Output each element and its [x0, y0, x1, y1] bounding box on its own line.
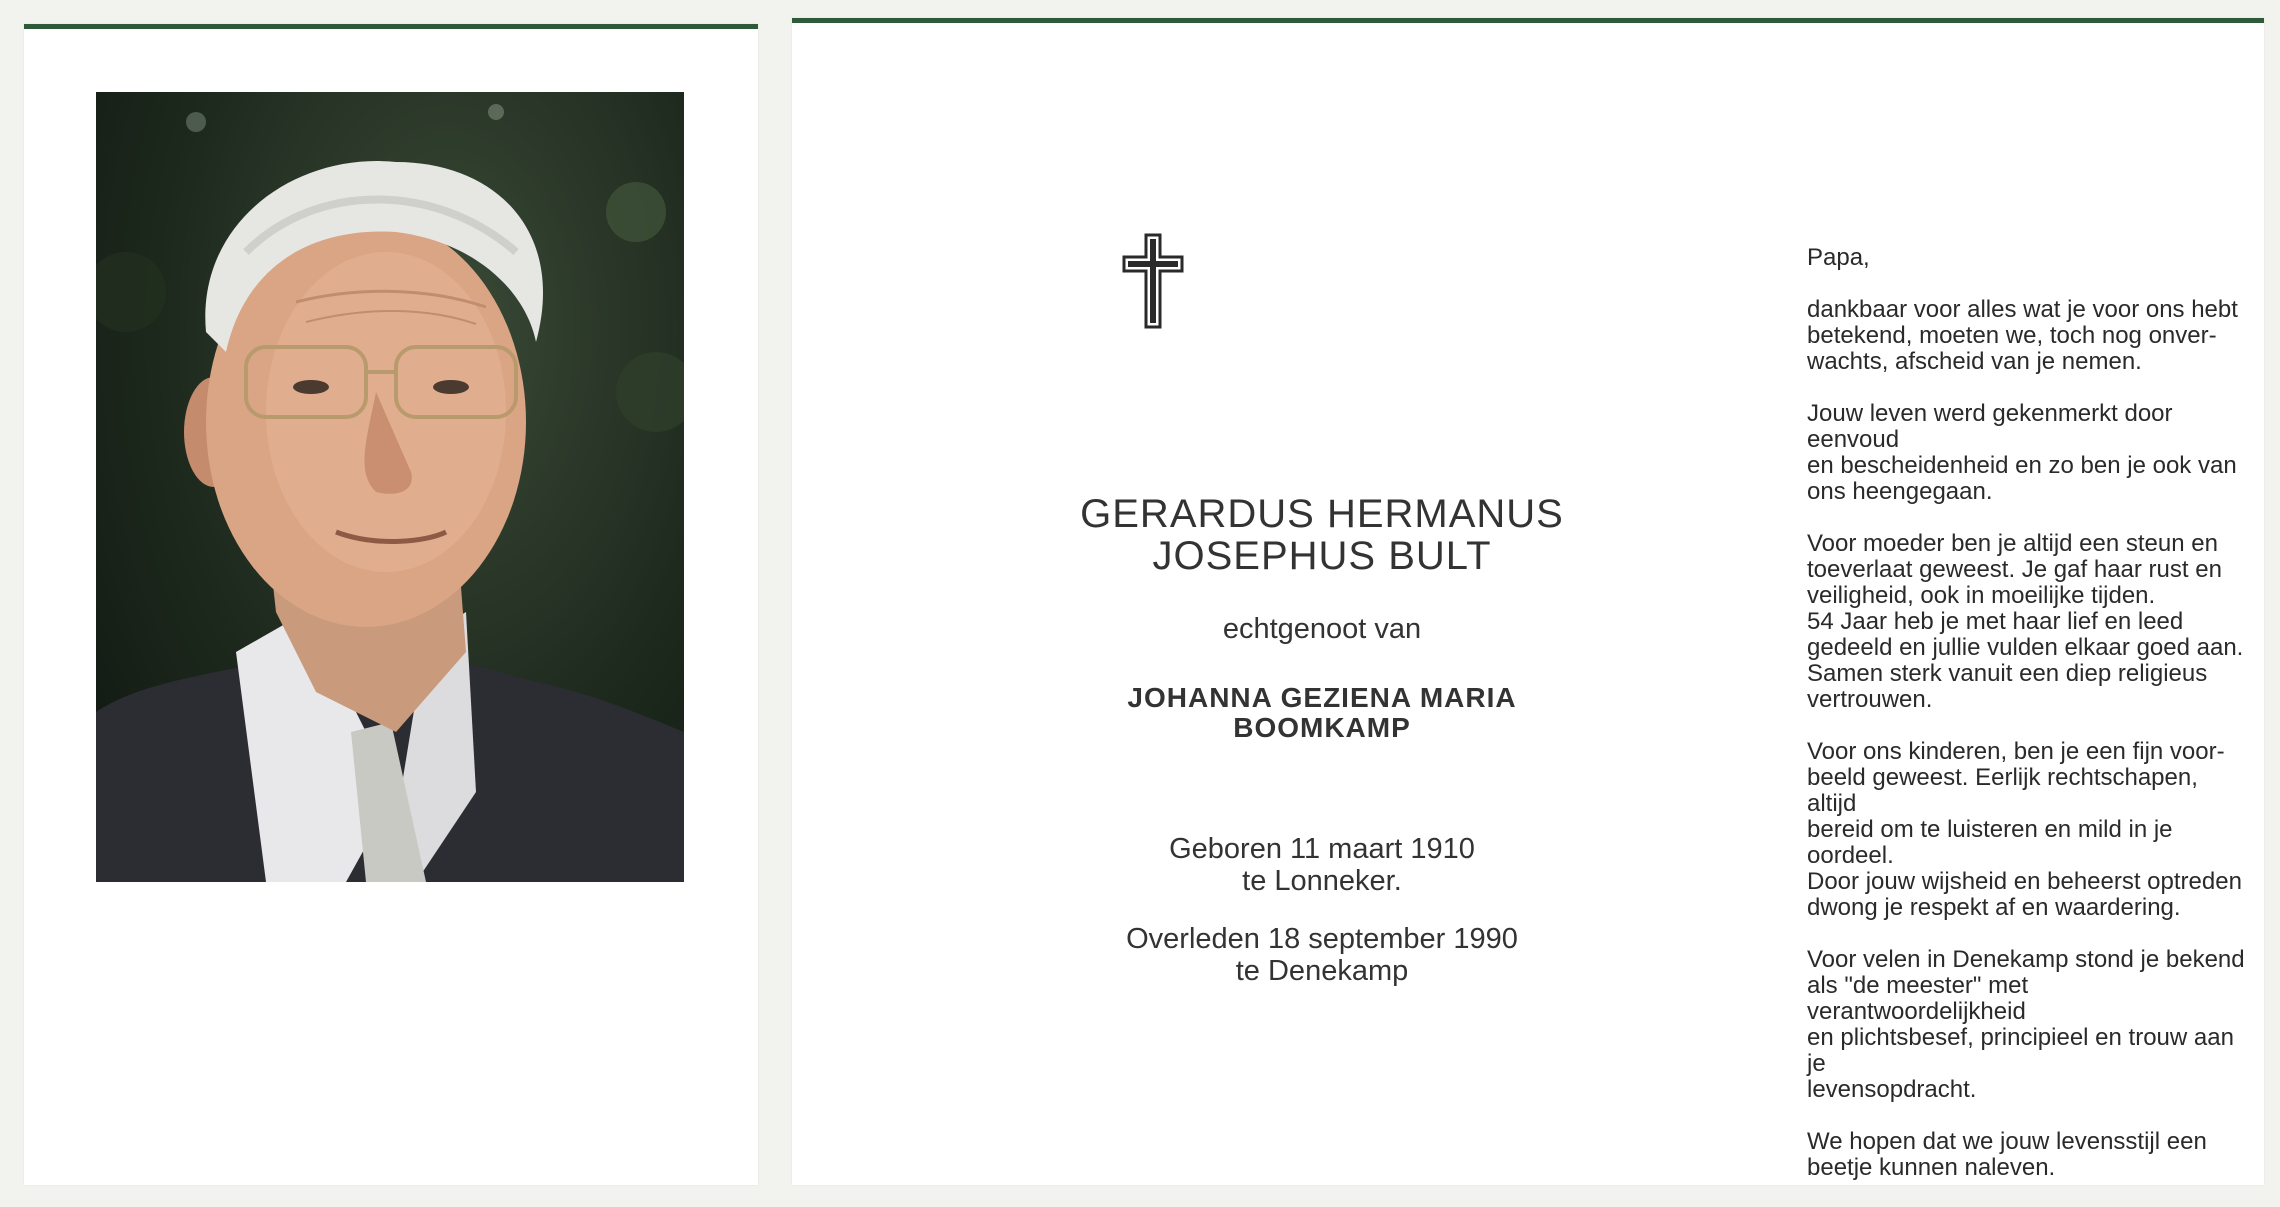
right-panel [792, 18, 2264, 1185]
poem-paragraph: Voor ons kinderen, ben je een fijn voor- beeld geweest. Eerlijk rechtschapen, altijd bereid om te luisteren en mild in je oordeel. Door jouw wijsheid en beheerst optreden dwong je respekt af en waardering. [1807, 738, 2242, 921]
relation-label: echtgenoot van [1222, 613, 1422, 645]
death-date: Overleden 18 september 1990 [1126, 923, 1518, 955]
spouse-name [892, 683, 1752, 743]
poem-paragraph: Voor velen in Denekamp stond je bekend als "de meester" met verantwoordelijkheid en plichtsbesef, principieel en trouw aan je levensopdracht. [1807, 946, 2245, 1103]
poem-paragraph: Voor moeder ben je altijd een steun en toeverlaat geweest. Je gaf haar rust en veiligheid, ook in moeilijke tijden. 54 Jaar heb je met haar lief en leed gedeeld en jullie vulden elkaar goed aan. Samen sterk vanuit een diep religieus vertrouwen. [1807, 530, 2244, 713]
poem-paragraph: dankbaar voor alles wat je voor ons hebt betekend, moeten we, toch nog onver- wachts, afscheid van je nemen. [1807, 296, 2238, 375]
birth-info [892, 833, 1752, 897]
memorial-text [1807, 245, 2247, 1207]
deceased-name-line1: GERARDUS HERMANUS [1080, 492, 1564, 536]
portrait-photo [96, 92, 684, 882]
spouse-name-line2: BOOMKAMP [1233, 712, 1411, 743]
poem-salutation: Papa, [1807, 244, 1870, 271]
deceased-name-line2: JOSEPHUS BULT [1152, 534, 1492, 578]
poem-paragraph: We hopen dat we jouw levensstijl een beetje kunnen naleven. [1807, 1128, 2207, 1181]
spouse-name-line1: JOHANNA GEZIENA MARIA [1127, 682, 1517, 713]
death-place: te Denekamp [1235, 955, 1409, 987]
birth-place: te Lonneker. [1242, 865, 1402, 897]
deceased-name [892, 493, 1752, 577]
poem-paragraph: Jouw leven werd gekenmerkt door eenvoud en bescheidenheid en zo ben je ook van ons heengegaan. [1807, 400, 2237, 505]
birth-date: Geboren 11 maart 1910 [1169, 833, 1475, 865]
left-panel [24, 24, 758, 1185]
cross-icon [1122, 233, 1184, 329]
death-info [892, 923, 1752, 987]
